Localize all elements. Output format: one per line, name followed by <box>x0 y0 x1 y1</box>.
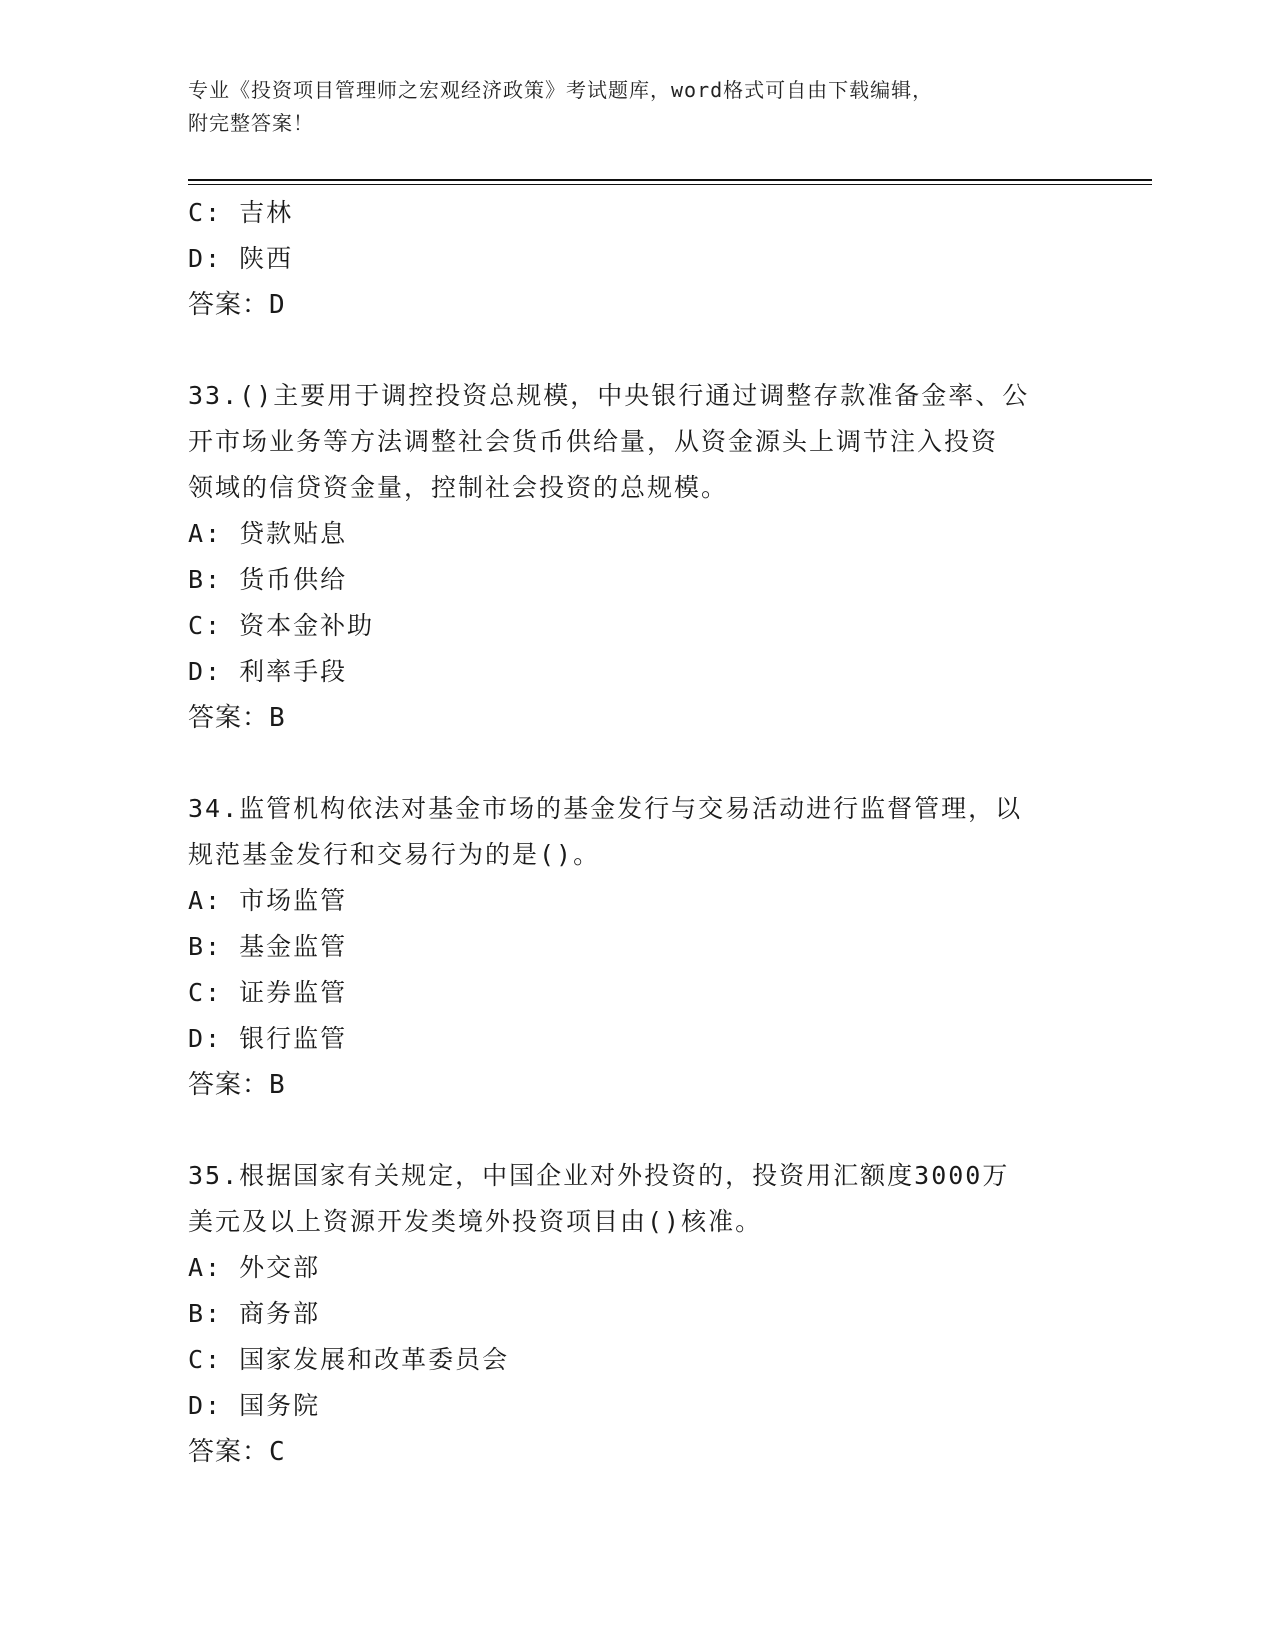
header-line-1: 专业《投资项目管理师之宏观经济政策》考试题库，word格式可自由下载编辑， <box>188 78 934 102</box>
carryover-block <box>188 190 1088 328</box>
question-text-line: 开市场业务等方法调整社会货币供给量，从资金源头上调节注入投资 <box>188 427 999 456</box>
question-text-line: 33.()主要用于调控投资总规模，中央银行通过调整存款准备金率、公 <box>188 381 1030 410</box>
header-line-2: 附完整答案！ <box>188 111 314 135</box>
option-d: D: 陕西 <box>188 244 294 273</box>
option-d: D: 银行监管 <box>188 1024 348 1053</box>
answer-line: 答案：D <box>188 290 286 320</box>
question-34 <box>188 786 1088 1108</box>
option-a: A: 市场监管 <box>188 886 348 915</box>
document-header <box>188 74 1088 140</box>
question-text-line: 美元及以上资源开发类境外投资项目由()核准。 <box>188 1207 763 1236</box>
option-c: C: 国家发展和改革委员会 <box>188 1345 510 1374</box>
answer-line: 答案：B <box>188 703 286 733</box>
question-text-line: 规范基金发行和交易行为的是()。 <box>188 840 601 869</box>
option-c: C: 吉林 <box>188 198 294 227</box>
question-list <box>188 190 1088 1475</box>
spacer <box>188 741 1088 786</box>
question-text-line: 34.监管机构依法对基金市场的基金发行与交易活动进行监督管理，以 <box>188 794 1023 823</box>
option-d: D: 国务院 <box>188 1391 321 1420</box>
answer-line: 答案：C <box>188 1437 286 1467</box>
header-rule-thin <box>188 184 1152 185</box>
spacer <box>188 328 1088 373</box>
question-text-line: 领域的信贷资金量，控制社会投资的总规模。 <box>188 473 729 502</box>
option-b: B: 基金监管 <box>188 932 348 961</box>
question-text-line: 35.根据国家有关规定，中国企业对外投资的，投资用汇额度3000万 <box>188 1161 1010 1190</box>
spacer <box>188 1108 1088 1153</box>
option-c: C: 证券监管 <box>188 978 348 1007</box>
option-b: B: 商务部 <box>188 1299 321 1328</box>
option-c: C: 资本金补助 <box>188 611 375 640</box>
option-a: A: 贷款贴息 <box>188 519 348 548</box>
option-b: B: 货币供给 <box>188 565 348 594</box>
option-d: D: 利率手段 <box>188 657 348 686</box>
question-35 <box>188 1153 1088 1475</box>
option-a: A: 外交部 <box>188 1253 321 1282</box>
header-rule-thick <box>188 179 1152 181</box>
question-33 <box>188 373 1088 741</box>
answer-line: 答案：B <box>188 1070 286 1100</box>
